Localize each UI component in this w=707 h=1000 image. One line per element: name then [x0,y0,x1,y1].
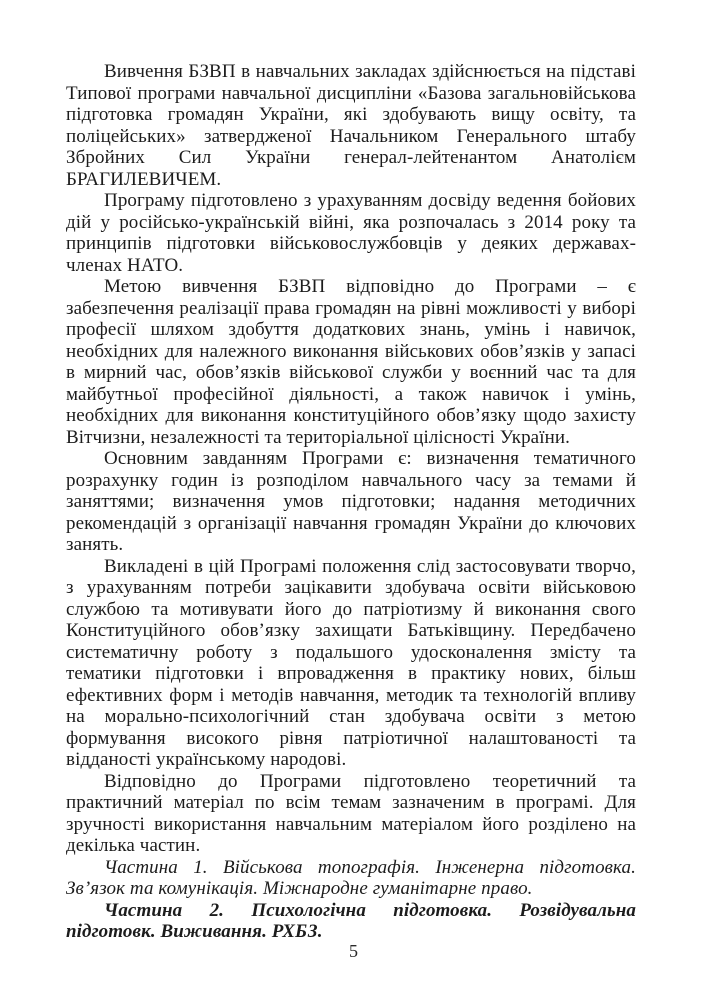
body-paragraph-3: Метою вивчення БЗВП відповідно до Програми – є забезпечення реалізації права громадян на рівні можливості у виборі професії шляхом здобуття додаткових знань, умінь і навичок, необхідних для належного виконання військових обов’язків у запасі в мирний час, обов’язків військової служби у воєнний час та для майбутньої професійної діяльності, а також навичок і умінь, необхідних для виконання конституційного обов’язку щодо захисту Вітчизни, незалежності та територіальної цілісності України. [66,276,636,448]
body-paragraph-6: Відповідно до Програми підготовлено теоретичний та практичний матеріал по всім темам зазначеним в програмі. Для зручності використання навчальним матеріалом його розділено на декілька частин. [66,770,636,856]
part-2-heading: Частина 2. Психологічна підготовка. Розвідувальна підготовк. Виживання. РХБЗ. [66,899,636,942]
page-number: 5 [349,941,358,961]
body-paragraph-2: Програму підготовлено з урахуванням досвіду ведення бойових дій у російсько-українській війні, яка розпочалась з 2014 року та принципів підготовки військовослужбовців у деяких державах-членах НАТО. [66,190,636,276]
part-1-heading: Частина 1. Військова топографія. Інженерна підготовка. Зв’язок та комунікація. Міжнародне гуманітарне право. [66,856,636,899]
body-paragraph-1: Вивчення БЗВП в навчальних закладах здійснюється на підставі Типової програми навчальної дисципліни «Базова загальновійськова підготовка громадян України, які здобувають вищу освіту, та поліцейських» затвердженої Начальником Генерального штабу Збройних Сил України генерал-лейтенантом Анатолієм БРАГИЛЕВИЧЕМ. [66,61,636,190]
body-paragraph-5: Викладені в цій Програмі положення слід застосовувати творчо, з урахуванням потреби зацікавити здобувача освіти військовою службою та мотивувати його до патріотизму й виконання свого Конституційного обов’язку захищати Батьківщину. Передбачено систематичну роботу з подальшого удосконалення змісту та тематики підготовки і впровадження в практику нових, більш ефективних форм і методів навчання, методик та технологій впливу на морально-психологічний стан здобувача освіти з метою формування високого рівня патріотичної налаштованості та відданості українському народові. [66,555,636,770]
body-paragraph-4: Основним завданням Програми є: визначення тематичного розрахунку годин із розподілом навчального часу за темами й заняттями; визначення умов підготовки; надання методичних рекомендацій з організації навчання громадян України до ключових занять. [66,448,636,555]
text-block [66,61,636,943]
